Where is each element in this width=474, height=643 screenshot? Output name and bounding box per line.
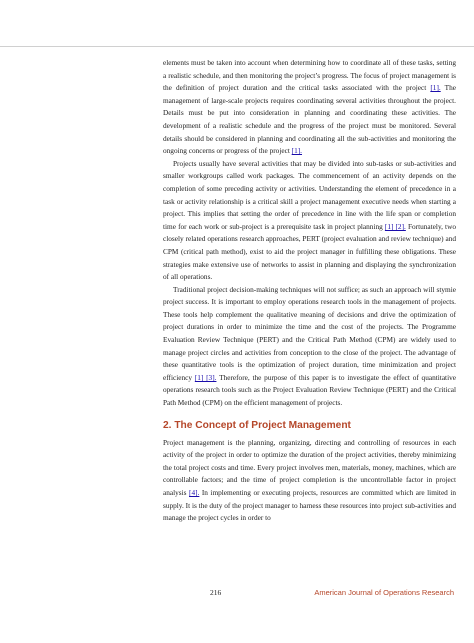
article-body (163, 57, 456, 525)
paragraph-text: Fortunately, two closely related operations research approaches, PERT (project evaluation and review technique) and CPM (critical path method), exist to aid the project manager in fulfilling these obligations. These strategies make extensive use of networks to assist in planning and displaying the synchronization of all operations. (163, 221, 456, 282)
intro-paragraphs (163, 57, 456, 410)
citation-link[interactable]: [4]. (189, 488, 200, 497)
paragraph-text: Project management is the planning, organizing, directing and controlling of resources in each activity of the project in order to optimize the duration of the project activities, thereby minimizing the total project costs and time. Every project involves men, materials, money, machines, which are controllable factors; and the time of project completion is the uncontrollable factor in project analysis (163, 437, 456, 497)
citation-link[interactable]: [1] [2]. (384, 221, 406, 231)
page-footer (0, 588, 474, 608)
paragraph-text: In implementing or executing projects, resources are committed which are limited in supply. It is the duty of the project manager to harness these resources into project sub-activities and manage the project cycles in order to (163, 488, 456, 523)
paragraph (163, 437, 456, 525)
citation-link[interactable]: [1]. (430, 83, 441, 93)
paragraph (163, 284, 456, 410)
paragraph-text: Projects usually have several activities that may be divided into sub-tasks or sub-activities and smaller workgroups called work packages. The commencement of an activity depends on the completion of some preceding activity or activities. Understanding the element of precedence in a task or activity relationship is a critical skill a project management executive needs when starting a project. This implies that setting the order of precedence in line with the life span or completion time for each work or sub-project is a prerequisite task in project planning (163, 158, 456, 231)
section-paragraphs (163, 437, 456, 525)
header-rule (0, 46, 474, 47)
citation-link[interactable]: [1] [3]. (194, 372, 217, 382)
paragraph (163, 158, 456, 284)
paragraph-text: Traditional project decision-making techniques will not suffice; as such an approach will stymie project success. It is important to employ operations research tools in the management of projects. These tools help complement the qualitative meaning of decisions and drive the optimization of project durations in order to minimize the time and the cost of the projects. The Programme Evaluation Review Technique (PERT) and the Critical Path Method (CPM) are widely used to manage project circles and activities from conception to the close of the project. The advantage of these quantitative tools is the optimization of project duration, time minimization and project efficiency (163, 284, 456, 382)
paragraph-text: Therefore, the purpose of this paper is to investigate the effect of quantitative operations research tools such as the Project Evaluation Review Technique (PERT) and the Critical Path Method (CPM) on the efficient management of projects. (163, 372, 456, 408)
page-number: 216 (210, 588, 222, 597)
paragraph-text: The management of large-scale projects requires coordinating several activities throughout the project. Details must be put into consideration in planning and coordinating these activities. The development of a realistic schedule and the progress of the project must be monitored. Several details should be considered in planning and coordinating all the sub-activities and monitoring the ongoing concerns or progress of the project (163, 83, 456, 156)
journal-name: American Journal of Operations Research (314, 588, 454, 597)
paragraph-text: elements must be taken into account when determining how to coordinate all of these tasks, setting a realistic schedule, and then monitoring the project’s progress. The focus of project management is the definition of project duration and the critical tasks associated with the project (163, 58, 456, 93)
paragraph (163, 57, 456, 158)
section-heading: 2. The Concept of Project Management (163, 419, 351, 431)
citation-link[interactable]: [1]. (291, 146, 303, 156)
